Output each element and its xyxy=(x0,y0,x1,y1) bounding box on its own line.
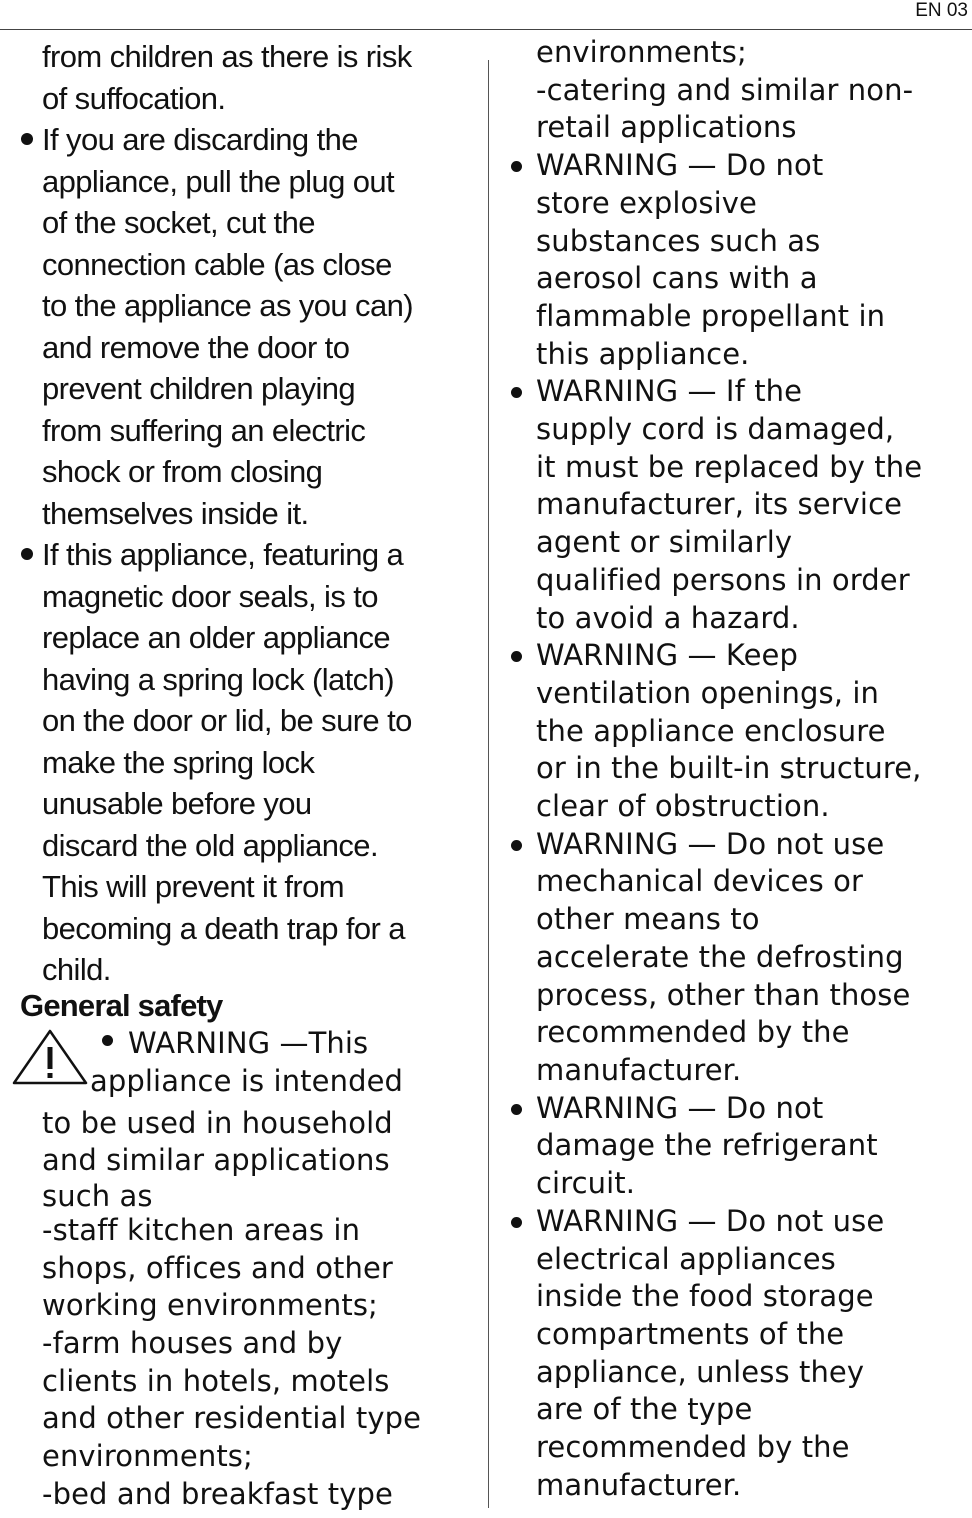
warning-refrigerant xyxy=(508,1090,966,1203)
page-number: EN 03 xyxy=(915,0,968,21)
text-line: appliance is intended xyxy=(90,1063,404,1098)
text-line: to be used in household xyxy=(42,1105,393,1140)
text-line: working environments; xyxy=(42,1288,378,1323)
text-line: inside the food storage xyxy=(536,1279,874,1314)
text-line: substances such as xyxy=(536,223,821,258)
text-line: ventilation openings, in xyxy=(536,675,880,710)
header-rule xyxy=(0,29,972,30)
text-line: If this appliance, featuring a xyxy=(42,537,404,572)
section-heading: General safety xyxy=(20,987,223,1023)
text-line: supply cord is damaged, xyxy=(536,412,895,447)
text-line: to avoid a hazard. xyxy=(536,600,800,635)
text-line: WARNING — If the xyxy=(536,374,803,409)
text-line: from suffering an electric xyxy=(42,412,366,448)
text-line: recommended by the xyxy=(536,1430,850,1465)
bullet-dot xyxy=(21,548,33,560)
bullet-dot xyxy=(511,161,522,172)
text-line: WARNING —This xyxy=(128,1025,369,1060)
text-line: make the spring lock xyxy=(42,744,315,780)
text-line: accelerate the defrosting xyxy=(536,939,904,974)
text-line: are of the type xyxy=(536,1392,753,1427)
text-line: appliance, unless they xyxy=(536,1354,865,1389)
text-line: on the door or lid, be sure to xyxy=(42,703,412,738)
text-line: mechanical devices or xyxy=(536,864,863,899)
bullet-discarding xyxy=(20,119,480,534)
text-line: shock or from closing xyxy=(42,454,323,489)
text-line: from children as there is risk xyxy=(42,39,412,74)
text-line: -catering and similar non- xyxy=(536,72,914,107)
text-line: and other residential type xyxy=(42,1401,422,1436)
text-line: and similar applications xyxy=(42,1143,390,1178)
text-line: manufacturer. xyxy=(536,1467,742,1502)
text-line: it must be replaced by the xyxy=(536,449,923,484)
text-line: to the appliance as you can) xyxy=(42,288,413,323)
left-column xyxy=(20,36,480,1514)
bullet-dot xyxy=(102,1035,113,1046)
right-column xyxy=(508,34,966,1504)
text-line: flammable propellant in xyxy=(536,298,886,333)
left-intro xyxy=(20,36,480,119)
text-line: becoming a death trap for a xyxy=(42,910,405,946)
text-line: child. xyxy=(42,952,111,987)
text-line: clients in hotels, motels xyxy=(42,1363,390,1398)
text-line: electrical appliances xyxy=(536,1241,836,1276)
text-line: WARNING — Keep xyxy=(536,638,798,673)
text-line: of the socket, cut the xyxy=(42,205,315,240)
text-line: other means to xyxy=(536,902,760,937)
text-line: circuit. xyxy=(536,1166,636,1201)
text-line: unusable before you xyxy=(42,786,312,821)
text-line: or in the built-in structure, xyxy=(536,751,922,786)
text-line: replace an older appliance xyxy=(42,620,391,655)
text-line: manufacturer. xyxy=(536,1052,742,1087)
text-line: and remove the door to xyxy=(42,329,350,365)
bullet-dot xyxy=(511,840,522,851)
text-line: this appliance. xyxy=(536,336,750,371)
text-line: damage the refrigerant xyxy=(536,1128,878,1163)
bullet-dot xyxy=(511,1217,522,1228)
text-line: qualified persons in order xyxy=(536,562,910,597)
text-line: environments; xyxy=(42,1439,253,1474)
text-line: store explosive xyxy=(536,185,757,220)
text-line: having a spring lock (latch) xyxy=(42,661,394,697)
text-line: process, other than those xyxy=(536,977,911,1012)
text-line: WARNING — Do not xyxy=(536,148,824,183)
text-line: retail applications xyxy=(536,110,797,145)
text-line: This will prevent it from xyxy=(42,869,344,904)
right-intro xyxy=(508,34,966,147)
warning-supply-cord xyxy=(508,373,966,637)
text-line: -staff kitchen areas in xyxy=(42,1212,361,1247)
text-line: environments; xyxy=(536,35,747,69)
text-line: such as xyxy=(42,1178,153,1213)
text-line: If you are discarding the xyxy=(42,122,358,157)
text-line: agent or similarly xyxy=(536,525,793,560)
warning-explosive xyxy=(508,147,966,373)
use-list xyxy=(20,1212,480,1514)
text-line: appliance, pull the plug out xyxy=(42,163,395,199)
text-line: compartments of the xyxy=(536,1316,845,1351)
text-line: of suffocation. xyxy=(42,80,226,116)
text-line: -farm houses and by xyxy=(42,1326,343,1361)
warning-intro-rest xyxy=(20,1105,480,1212)
text-line: themselves inside it. xyxy=(42,495,309,531)
text-line: shops, offices and other xyxy=(42,1250,393,1285)
warning-triangle-icon xyxy=(10,1027,90,1087)
warning-defrosting xyxy=(508,826,966,1090)
bullet-spring-lock xyxy=(20,534,480,991)
column-divider xyxy=(488,60,489,1508)
text-line: connection cable (as close xyxy=(42,246,392,282)
warning-ventilation xyxy=(508,637,966,826)
text-line: clear of obstruction. xyxy=(536,789,830,824)
text-line: WARNING — Do not use xyxy=(536,1203,885,1238)
bullet-dot xyxy=(511,387,522,398)
text-line: WARNING — Do not xyxy=(536,1090,824,1125)
bullet-dot xyxy=(511,1104,522,1115)
text-line: the appliance enclosure xyxy=(536,713,886,748)
text-line: aerosol cans with a xyxy=(536,261,818,296)
text-line: -bed and breakfast type xyxy=(42,1476,393,1511)
bullet-dot xyxy=(21,133,33,145)
text-line: prevent children playing xyxy=(42,371,356,406)
bullet-dot xyxy=(511,651,522,662)
text-line: manufacturer, its service xyxy=(536,487,903,522)
text-line: WARNING — Do not use xyxy=(536,826,885,861)
text-line: magnetic door seals, is to xyxy=(42,578,378,614)
warning-intro xyxy=(20,1025,480,1105)
text-line: recommended by the xyxy=(536,1015,850,1050)
warning-electrical xyxy=(508,1203,966,1505)
text-line: discard the old appliance. xyxy=(42,827,378,863)
